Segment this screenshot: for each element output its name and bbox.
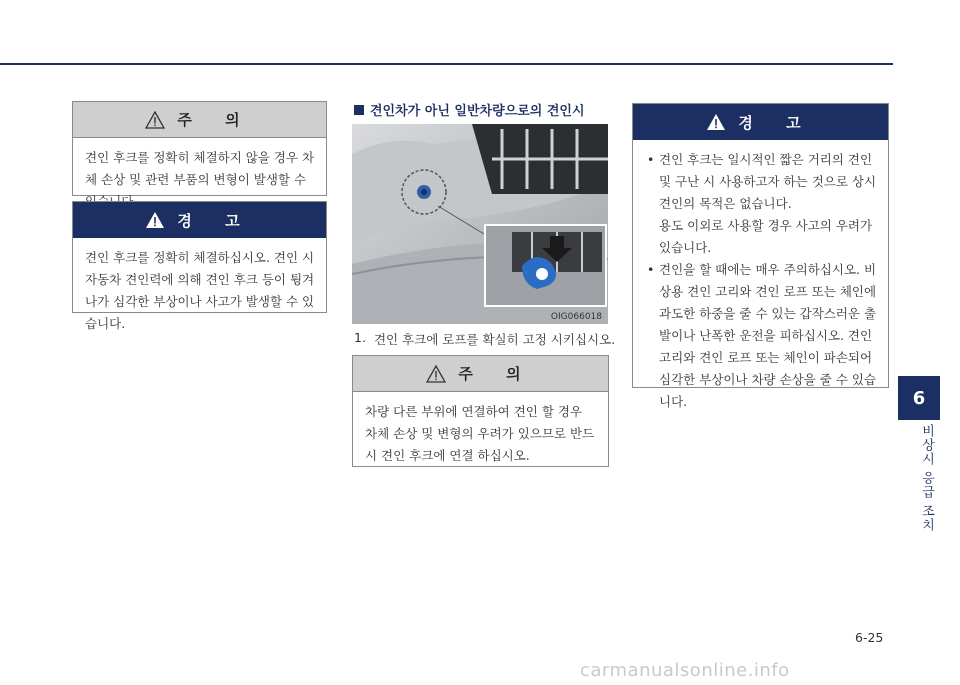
caution-box-hook-fastening — [72, 101, 327, 196]
warning-box-hook-fastening — [72, 201, 327, 331]
warning-bullets — [645, 149, 878, 413]
section-square-icon — [354, 105, 364, 115]
image-code: OIG066018 — [550, 312, 602, 322]
caution-box-connection — [352, 355, 609, 467]
warning-triangle-icon — [145, 211, 165, 229]
warning-header — [633, 104, 888, 140]
tow-hook-illustration — [352, 124, 608, 324]
caution-title: 주 의 — [177, 111, 254, 129]
caution-title: 주 의 — [458, 365, 535, 383]
bumper-tow-hook-image — [352, 124, 608, 324]
section-title-text: 견인차가 아닌 일반차량으로의 견인시 — [370, 104, 585, 119]
warning-triangle-icon — [706, 113, 726, 131]
caution-triangle-icon — [426, 365, 446, 383]
warning-box-towing — [632, 103, 889, 409]
warning-title: 경 고 — [177, 211, 254, 230]
warning-bullet: • 견인 후크는 일시적인 짧은 거리의 견인 및 구난 시 사용하고자 하는 것으로 상시 견인의 목적은 없습니다. 용도 이외로 사용할 경우 사고의 우려가 있습니다. — [645, 149, 878, 259]
page-number: 6-25 — [855, 630, 884, 645]
caution-text: 차량 다른 부위에 연결하여 견인 할 경우 차체 손상 및 변형의 우려가 있으므로 반드시 견인 후크에 연결 하십시오. — [365, 404, 595, 463]
watermark: carmanualsonline.info — [580, 660, 790, 681]
section-title — [354, 100, 585, 119]
caution-text: 견인 후크를 정확히 체결하지 않을 경우 차체 손상 및 관련 부품의 변형이 발생할 수 — [85, 150, 315, 187]
warning-bullet: • 견인을 할 때에는 매우 주의하십시오. 비상용 견인 고리와 견인 로프 또는 체인에 과도한 하중을 줄 수 있는 갑작스러운 출발이나 난폭한 운전을 피하십시오. 견인 고리와 견인 로프 또는 체인이 파손되어 심각한 부상이나 차량 손상을 줄 수 있습니다. — [645, 259, 878, 413]
chapter-label: 비상시 응급 조치 — [919, 424, 934, 533]
step-text: 견인 후크에 로프를 확실히 고정 시키십시오. — [373, 332, 616, 347]
top-rule — [0, 63, 893, 65]
step-number: 1. — [354, 330, 366, 345]
warning-body — [633, 140, 888, 423]
warning-text: 견인 후크를 정확히 체결하십시오. 견인 시 자동차 견인력에 의해 견인 후크 등이 튕겨나가 심각한 부상이나 사고가 발생할 수 있습니다. — [85, 250, 315, 331]
step-1 — [354, 330, 615, 348]
caution-triangle-icon — [145, 111, 165, 129]
chapter-tab[interactable]: 6 — [898, 376, 940, 420]
caution-header — [73, 102, 326, 138]
warning-header — [73, 202, 326, 238]
warning-title: 경 고 — [738, 113, 815, 132]
caution-header — [353, 356, 608, 392]
